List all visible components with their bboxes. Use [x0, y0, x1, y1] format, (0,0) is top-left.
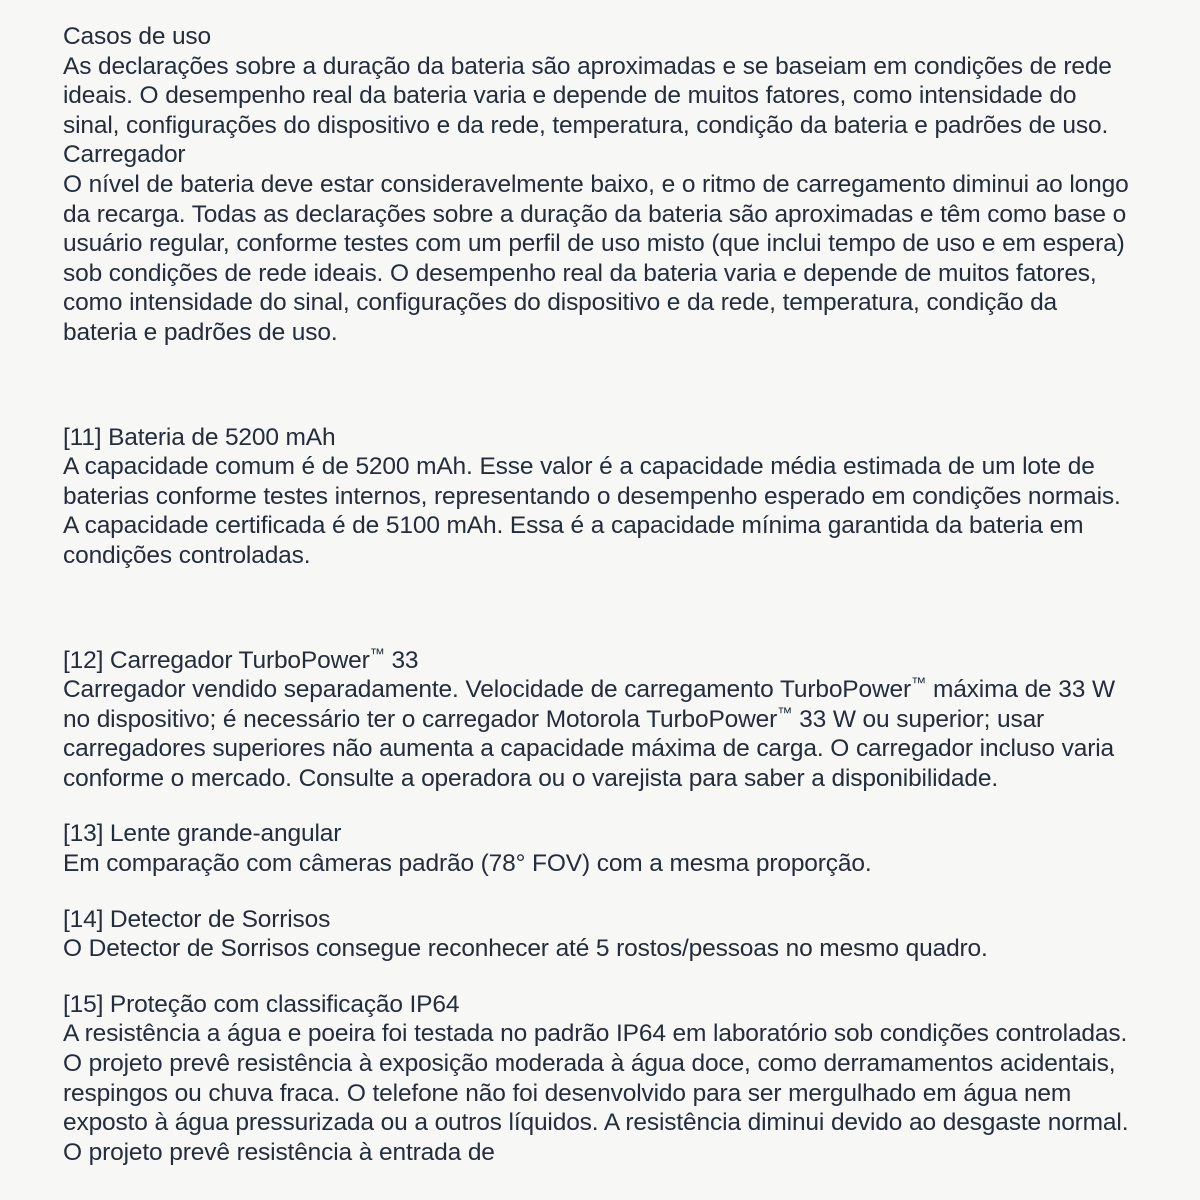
section-note-14 [63, 905, 1130, 964]
note-12-heading-prefix: [12] Carregador TurboPower [63, 646, 370, 674]
section-note-11 [63, 423, 1130, 571]
block-spacer [63, 879, 1130, 905]
note-12-heading [63, 646, 1130, 676]
note-15-heading: [15] Proteção com classificação IP64 [63, 990, 460, 1018]
block-spacer [63, 571, 1130, 646]
note-12-body [63, 675, 1130, 793]
note-11-body: A capacidade comum é de 5200 mAh. Esse valor é a capacidade média estimada de um lote de baterias conforme testes internos, representando o desempenho esperado em condições normais. A capacidade certificada é de 5100 mAh. Essa é a capacidade mínima garantida da bateria em condições controladas. [63, 453, 1121, 569]
use-cases-body: As declarações sobre a duração da bateria são aproximadas e se baseiam em condições de rede ideais. O desempenho real da bateria varia e depende de muitos fatores, como intensidade do sinal, configurações do dispositivo e da rede, temperatura, condição da bateria e padrões de uso. [63, 52, 1112, 139]
section-note-12 [63, 646, 1130, 794]
note-15-body: A resistência a água e poeira foi testada no padrão IP64 em laboratório sob condições controladas. O projeto prevê resistência à exposição moderada à água doce, como derramamentos acidentais, respingos ou chuva fraca. O telefone não foi desenvolvido para ser mergulhado em água nem exposto à água pressurizada ou a outros líquidos. A resistência diminui devido ao desgaste normal. O projeto prevê resistência à entrada de [63, 1020, 1129, 1166]
note-14-heading: [14] Detector de Sorrisos [63, 905, 331, 933]
trademark-icon: ™ [911, 674, 927, 692]
trademark-icon: ™ [777, 704, 793, 722]
section-note-13 [63, 819, 1130, 878]
note-13-heading: [13] Lente grande-angular [63, 820, 342, 848]
section-note-15 [63, 990, 1130, 1168]
note-12-body-part-1: Carregador vendido separadamente. Velocidade de carregamento TurboPower [63, 676, 911, 704]
charger-heading: Carregador [63, 141, 186, 169]
block-spacer [63, 964, 1130, 990]
trademark-icon: ™ [369, 645, 385, 663]
block-spacer [63, 793, 1130, 819]
note-12-heading-suffix: 33 [384, 646, 419, 674]
note-14-body: O Detector de Sorrisos consegue reconhecer até 5 rostos/pessoas no mesmo quadro. [63, 935, 988, 963]
block-spacer [63, 348, 1130, 423]
note-12-body-part-2: máxima de 33 W no dispositivo; é necessário ter o carregador Motorola TurboPower [63, 676, 1115, 733]
note-12-body-part-3: 33 W ou superior; usar carregadores superiores não aumenta a capacidade máxima de carga. O carregador incluso varia conforme o mercado. Consulte a operadora ou o varejista para saber a disponibilidade. [63, 705, 1115, 792]
note-13-body: Em comparação com câmeras padrão (78° FOV) com a mesma proporção. [63, 850, 872, 878]
charger-body: O nível de bateria deve estar consideravelmente baixo, e o ritmo de carregamento diminui ao longo da recarga. Todas as declarações sobre a duração da bateria são aproximadas e têm como base o usuário regular, conforme testes com um perfil de uso misto (que inclui tempo de uso e em espera) sob condições de rede ideais. O desempenho real da bateria varia e depende de muitos fatores, como intensidade do sinal, configurações do dispositivo e da rede, temperatura, condição da bateria e padrões de uso. [63, 170, 1129, 346]
note-11-heading: [11] Bateria de 5200 mAh [63, 423, 336, 451]
section-use-cases [63, 22, 1130, 140]
use-cases-heading: Casos de uso [63, 23, 212, 50]
section-charger [63, 140, 1130, 347]
